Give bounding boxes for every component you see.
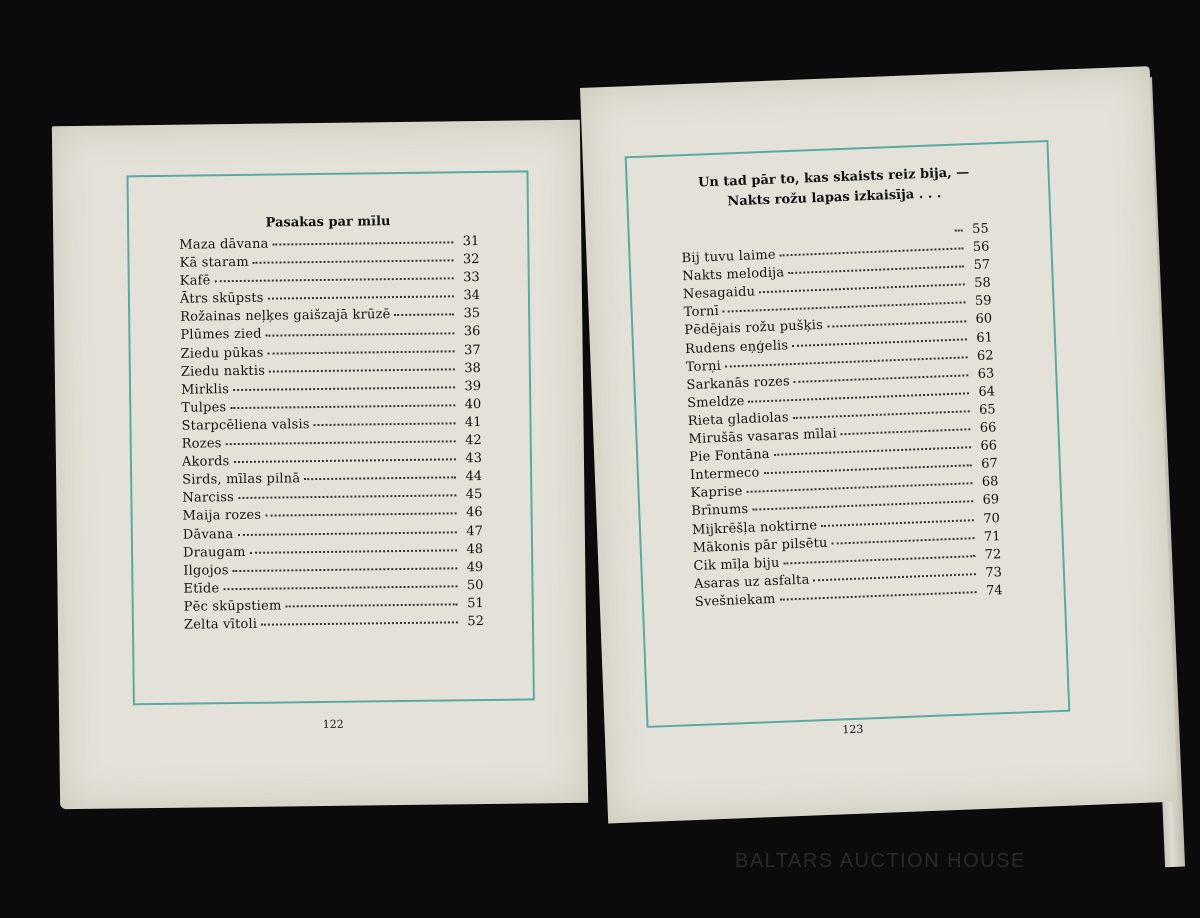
heading-line-1: Un tad pār to, kas skaists reiz bija, — [697,165,970,191]
leader-dots [233,567,458,572]
toc-page: 61 [976,329,994,346]
leader-dots [832,537,975,544]
toc-page: 69 [982,492,1000,509]
leader-dots [273,241,454,245]
leader-dots [253,259,454,263]
toc-title: Mākonis pār pilsētu [692,535,828,556]
leader-dots [265,513,456,517]
toc-page: 68 [981,474,999,491]
right-toc-list [681,220,1003,612]
toc-title: Akords [181,454,230,470]
toc-title: Brīnums [691,502,749,520]
right-page [580,66,1178,823]
toc-page: 45 [465,487,483,503]
toc-page: 67 [980,456,999,473]
leader-dots [268,350,455,354]
toc-title: Ziedu pūkas [180,345,264,362]
leader-dots [238,495,456,500]
toc-title: Sirds, mīlas pilnā [182,471,301,488]
toc-page: 39 [464,378,482,394]
toc-title: Narciss [182,490,235,506]
toc-page: 49 [466,559,484,575]
toc-page: 32 [462,252,480,268]
toc-page: 70 [983,510,1001,527]
leader-dots [285,603,457,607]
leader-dots [747,483,973,494]
leader-dots [261,621,458,625]
toc-page: 73 [985,564,1003,581]
toc-title: Nakts melodija [682,265,785,285]
toc-title: Sarkanās rozes [686,373,791,393]
leader-dots [233,386,455,391]
leader-dots [223,585,457,590]
toc-title: Ziedu naktis [180,363,266,380]
toc-title: Maija rozes [182,508,262,525]
toc-title: Pēc skūpstiem [183,598,282,615]
leader-dots [955,229,963,231]
watermark-text: BALTARS AUCTION HOUSE [735,850,1026,872]
leader-dots [723,302,966,313]
toc-title: Smeldze [686,393,745,411]
toc-page: 34 [463,288,481,304]
leader-dots [794,374,968,383]
toc-title: Cik mīļa biju [693,555,780,574]
toc-page: 33 [463,270,480,286]
leader-dots [748,392,969,402]
toc-title: Mirušās vasaras mīlai [688,426,838,448]
leader-dots [725,356,968,367]
leader-dots [827,320,966,327]
leader-dots [780,248,964,257]
leader-dots [763,465,971,475]
toc-title: Mirklis [180,381,230,398]
page-number: 122 [322,717,344,731]
leader-dots [813,573,976,581]
toc-page: 56 [972,239,990,256]
toc-page: 42 [465,433,482,449]
leader-dots [304,477,456,481]
toc-title: Asaras uz asfalta [693,572,810,592]
leader-dots [250,549,457,554]
leader-dots [774,446,971,456]
leader-dots [268,296,454,300]
leader-dots [314,422,456,426]
toc-page: 44 [465,469,483,485]
leader-dots [215,278,454,283]
toc-entry [184,613,484,635]
heading-line-2: Nakts rožu lapas izkaisīja . . . [727,186,942,210]
toc-title: Mijkrēšļa noktirne [691,517,818,538]
toc-title: Tornī [683,304,720,321]
toc-title: Kaprise [690,484,743,502]
toc-page: 35 [463,306,481,322]
toc-page: 66 [979,420,997,436]
toc-title: Svešniekam [694,591,776,610]
toc-page: 63 [977,366,995,382]
toc-title: Starpcēliena valsis [181,417,310,434]
leader-dots [780,591,977,601]
leader-dots [788,266,964,275]
leader-dots [752,501,973,511]
toc-title: Ilgojos [183,562,229,579]
toc-title: Rozes [181,436,222,452]
leader-dots [233,459,456,464]
toc-title: Bij tuvu laime [681,247,777,267]
left-toc-list [179,233,484,635]
left-page [52,120,588,809]
toc-page: 50 [466,577,484,593]
toc-page: 31 [462,234,480,250]
toc-page: 57 [973,257,991,274]
toc-page: 72 [984,546,1002,563]
toc-title: Rudens eņģelis [684,337,789,357]
toc-page: 59 [974,293,992,310]
toc-page: 36 [463,324,481,340]
toc-title: Ātrs skūpsts [179,290,264,307]
toc-title: Nesagaidu [682,284,756,303]
toc-page: 38 [464,360,481,376]
leader-dots [759,284,965,294]
leader-dots [269,368,455,372]
toc-page: 74 [985,583,1003,599]
leader-dots [793,410,970,419]
leader-dots [237,531,456,536]
toc-title: Rieta gladiolas [687,410,789,430]
toc-page: 62 [976,347,994,364]
leader-dots [841,428,971,435]
toc-title: Pēdējais rožu pušķis [684,318,824,339]
toc-title: Kā staram [179,254,249,271]
toc-title: Maza dāvana [179,236,269,253]
toc-page: 40 [464,396,482,413]
toc-title: Plūmes zied [180,327,262,344]
leader-dots [266,332,455,336]
toc-title: Kafē [179,273,211,289]
section-heading: Pasakas par mīlu [265,214,391,231]
toc-title: Zelta vītoli [183,616,258,633]
toc-page: 43 [465,451,483,467]
toc-page: 66 [980,438,998,455]
toc-page: 58 [973,275,992,292]
toc-page: 52 [467,613,485,630]
toc-title: Pie Fontāna [688,447,771,466]
toc-title: Tulpes [181,399,227,416]
toc-page: 71 [983,528,1001,545]
leader-dots [226,440,456,445]
leader-dots [395,314,455,317]
toc-page: 55 [971,221,989,238]
toc-title: Draugam [182,544,246,561]
toc-page: 64 [978,384,996,400]
toc-page: 46 [465,505,483,521]
toc-title: Rožainas neļķes gaišzajā krūzē [180,307,391,326]
toc-page: 47 [466,523,483,539]
toc-page: 37 [463,342,481,358]
toc-page: 65 [978,402,996,418]
toc-page: 60 [975,311,993,328]
toc-page: 41 [464,414,482,431]
leader-dots [783,555,975,564]
toc-title: Etīde [183,581,220,597]
toc-page: 48 [466,541,484,557]
page-number: 123 [842,722,864,737]
leader-dots [230,404,455,409]
toc-title: Intermeco [689,465,760,484]
leader-dots [821,519,974,527]
toc-title: Dāvana [182,526,234,543]
toc-title: Torņi [685,358,722,375]
toc-page: 51 [467,595,484,612]
leader-dots [792,338,967,347]
